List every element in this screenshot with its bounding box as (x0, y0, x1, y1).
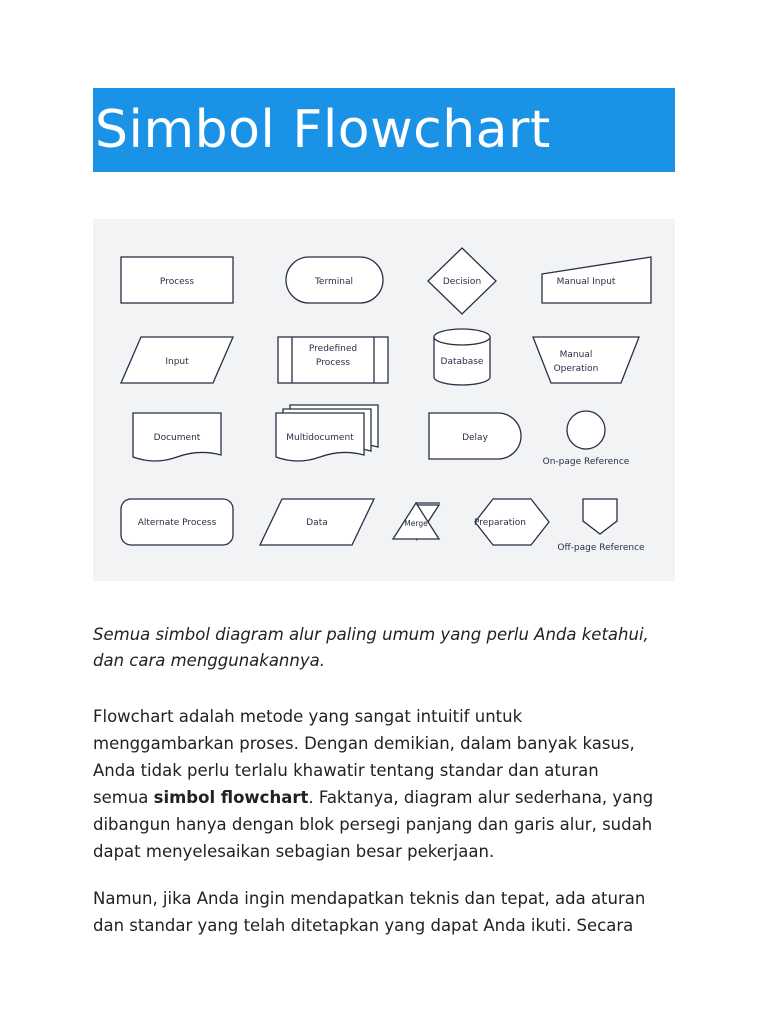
paragraph-2-line-1: Namun, jika Anda ingin mendapatkan teknis dan tepat, ada aturan (93, 889, 646, 908)
page-title: Simbol Flowchart (95, 100, 551, 160)
alternate-process-symbol (121, 499, 233, 545)
delay-symbol (429, 413, 521, 459)
manual-input-label: Manual Input (556, 277, 616, 287)
flowchart-symbols-figure (93, 219, 675, 581)
manual-operation-symbol (533, 337, 639, 383)
off-page-reference-label: Off-page Reference (557, 543, 645, 553)
paragraph-2-line-2: dan standar yang telah ditetapkan yang dapat Anda ikuti. Secara (93, 916, 634, 935)
data-symbol (260, 499, 374, 545)
on-page-reference-symbol (543, 411, 630, 467)
input-symbol (121, 337, 233, 383)
paragraph-1 (93, 703, 703, 865)
figure-caption (93, 622, 693, 674)
paragraph-1-line-4 (93, 784, 703, 811)
multidocument-symbol (276, 405, 378, 461)
paragraph-1-line-3: Anda tidak perlu terlalu khawatir tentang standar dan aturan (93, 761, 599, 780)
off-page-reference-symbol (557, 499, 645, 553)
data-label: Data (306, 518, 328, 528)
document-symbol (133, 413, 221, 461)
manual-operation-label: Operation (553, 364, 599, 374)
process-symbol (121, 257, 233, 303)
database-symbol (434, 329, 490, 385)
input-label: Input (165, 357, 189, 367)
bold-keyword: simbol flowchart (153, 788, 309, 807)
predefined-label: Predefined (308, 344, 358, 354)
paragraph-1-line-1: Flowchart adalah metode yang sangat intuitif untuk (93, 707, 523, 726)
preparation-label: Preparation (474, 518, 526, 528)
terminal-label: Terminal (314, 277, 354, 287)
alternate-process-label: Alternate Process (137, 518, 217, 528)
process-label: Process (159, 277, 195, 287)
decision-symbol (428, 248, 496, 314)
paragraph-2 (93, 885, 703, 939)
decision-label: Decision (442, 277, 482, 287)
caption-line-2: dan cara menggunakannya. (93, 651, 325, 670)
manual-label: Manual (559, 350, 593, 360)
manual-input-symbol (542, 257, 651, 303)
predefined-process-label: Process (315, 358, 351, 368)
paragraph-1-line-5: dibangun hanya dengan blok persegi panjang dan garis alur, sudah (93, 815, 653, 834)
database-label: Database (440, 357, 484, 367)
terminal-symbol (286, 257, 383, 303)
caption-line-1: Semua simbol diagram alur paling umum yang perlu Anda ketahui, (93, 625, 649, 644)
paragraph-1-line-6: dapat menyelesaikan sebagian besar pekerjaan. (93, 842, 495, 861)
delay-label: Delay (462, 433, 488, 443)
paragraph-1-line-2: menggambarkan proses. Dengan demikian, dalam banyak kasus, (93, 734, 635, 753)
predefined-process-symbol (278, 337, 388, 383)
line-4-prefix: semua (93, 788, 154, 807)
flowchart-symbols-svg (93, 219, 675, 581)
merge-label: Merge (404, 519, 428, 528)
title-banner (93, 88, 675, 172)
preparation-symbol (474, 499, 549, 545)
document-label: Document (153, 433, 201, 443)
line-4-suffix: . Faktanya, diagram alur sederhana, yang (308, 788, 654, 807)
on-page-reference-label: On-page Reference (542, 457, 630, 467)
merge-symbol (393, 503, 440, 539)
multidocument-label: Multidocument (286, 433, 354, 443)
